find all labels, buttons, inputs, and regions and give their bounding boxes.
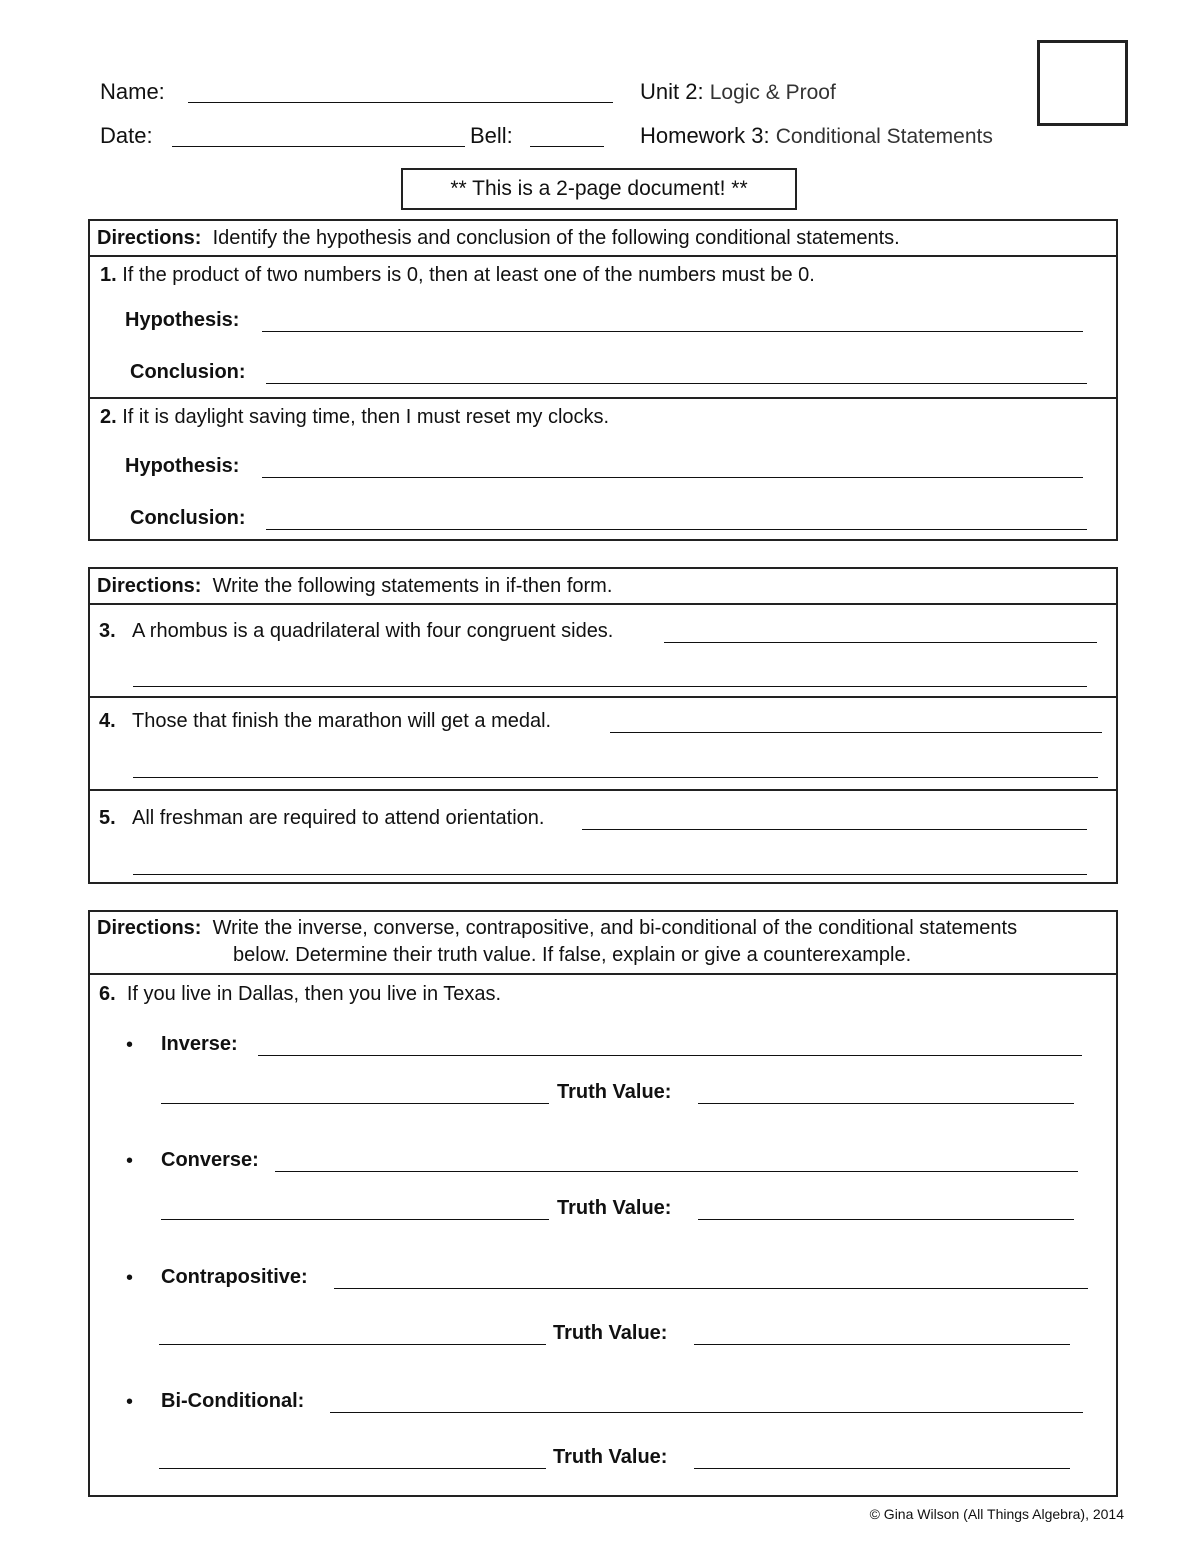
hypothesis-2-field[interactable] (262, 477, 1083, 478)
converse-field[interactable] (275, 1171, 1078, 1172)
question-5-text: All freshman are required to attend orientation. (132, 807, 545, 829)
biconditional-truth-field[interactable] (694, 1468, 1070, 1469)
conclusion-1-field[interactable] (266, 383, 1087, 384)
hypothesis-label: Hypothesis: (125, 455, 240, 477)
conclusion-label: Conclusion: (130, 507, 246, 529)
truth-value-label: Truth Value: (557, 1081, 672, 1103)
contrapositive-label: Contrapositive: (161, 1266, 308, 1288)
truth-value-label: Truth Value: (553, 1322, 668, 1344)
contrapositive-field-line2[interactable] (159, 1344, 546, 1345)
bullet-icon: • (126, 1267, 134, 1289)
bell-field[interactable] (530, 146, 604, 147)
bell-label: Bell: (470, 123, 513, 148)
divider (88, 255, 1118, 257)
homework-label: Homework 3: (640, 123, 770, 148)
directions-3-line2: below. Determine their truth value. If false, explain or give a counterexample. (233, 944, 912, 966)
inverse-label: Inverse: (161, 1033, 238, 1055)
inverse-field[interactable] (258, 1055, 1082, 1056)
directions-3: Directions: Write the inverse, converse, contrapositive, and bi-conditional of the conditional statements (97, 917, 1018, 939)
question-3-text: A rhombus is a quadrilateral with four congruent sides. (132, 620, 614, 642)
truth-value-label: Truth Value: (557, 1197, 672, 1219)
score-box[interactable] (1037, 40, 1128, 126)
conclusion-label: Conclusion: (130, 361, 246, 383)
name-label: Name: (100, 79, 165, 104)
name-field[interactable] (188, 102, 613, 103)
converse-field-line2[interactable] (161, 1219, 549, 1220)
hypothesis-1-field[interactable] (262, 331, 1083, 332)
question-2: 2. If it is daylight saving time, then I must reset my clocks. (100, 406, 610, 428)
homework-heading (640, 125, 993, 147)
answer-4-field[interactable] (610, 732, 1102, 733)
biconditional-field-line2[interactable] (159, 1468, 546, 1469)
contrapositive-field[interactable] (334, 1288, 1088, 1289)
copyright: © Gina Wilson (All Things Algebra), 2014 (869, 1506, 1124, 1522)
divider (88, 789, 1118, 791)
converse-truth-field[interactable] (698, 1219, 1074, 1220)
divider (88, 397, 1118, 399)
biconditional-field[interactable] (330, 1412, 1083, 1413)
question-6: 6. If you live in Dallas, then you live in Texas. (99, 983, 502, 1005)
question-4-text: Those that finish the marathon will get a medal. (132, 710, 552, 732)
divider (88, 696, 1118, 698)
question-5-number: 5. (99, 807, 116, 829)
date-label: Date: (100, 123, 153, 148)
inverse-truth-field[interactable] (698, 1103, 1074, 1104)
date-field[interactable] (172, 146, 465, 147)
divider (88, 973, 1118, 975)
question-4-number: 4. (99, 710, 116, 732)
answer-3-field[interactable] (664, 642, 1097, 643)
directions-2: Directions: Write the following statements in if-then form. (97, 575, 613, 597)
unit-heading (640, 81, 836, 103)
answer-5-field[interactable] (582, 829, 1087, 830)
answer-3-field-line2[interactable] (133, 686, 1087, 687)
contrapositive-truth-field[interactable] (694, 1344, 1070, 1345)
unit-title: Logic & Proof (709, 81, 836, 104)
conclusion-2-field[interactable] (266, 529, 1087, 530)
question-3-number: 3. (99, 620, 116, 642)
truth-value-label: Truth Value: (553, 1446, 668, 1468)
homework-title: Conditional Statements (775, 125, 993, 148)
answer-4-field-line2[interactable] (133, 777, 1098, 778)
converse-label: Converse: (161, 1149, 259, 1171)
bullet-icon: • (126, 1034, 134, 1056)
bullet-icon: • (126, 1150, 134, 1172)
hypothesis-label: Hypothesis: (125, 309, 240, 331)
notice-box (401, 168, 797, 210)
notice-text: ** This is a 2-page document! ** (450, 177, 748, 200)
question-1: 1. If the product of two numbers is 0, then at least one of the numbers must be 0. (100, 264, 815, 286)
answer-5-field-line2[interactable] (133, 874, 1087, 875)
inverse-field-line2[interactable] (161, 1103, 549, 1104)
biconditional-label: Bi-Conditional: (161, 1390, 305, 1412)
divider (88, 603, 1118, 605)
directions-1: Directions: Identify the hypothesis and conclusion of the following conditional statements. (97, 227, 900, 249)
unit-label: Unit 2: (640, 79, 704, 104)
bullet-icon: • (126, 1391, 134, 1413)
